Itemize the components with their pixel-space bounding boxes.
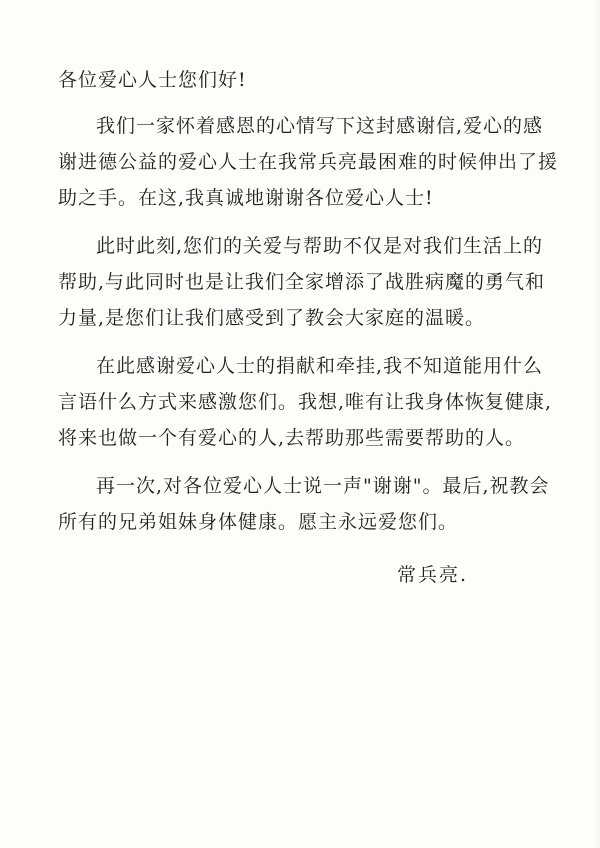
letter-paragraph-4: 再一次,对各位爱心人士说一声"谢谢"。最后,祝教会所有的兄弟姐妹身体健康。愿主永远爱您们。 xyxy=(58,475,550,533)
letter-body xyxy=(58,62,558,552)
page-edge-shadow xyxy=(594,0,600,848)
letter-greeting: 各位爱心人士您们好! xyxy=(58,69,247,91)
letter-signature: 常兵亮. xyxy=(397,564,469,586)
letter-paragraph-1: 我们一家怀着感恩的心情写下这封感谢信,爱心的感谢进德公益的爱心人士在我常兵亮最困难的时候伸出了援助之手。在这,我真诚地谢谢各位爱心人士! xyxy=(58,115,559,209)
letter-paragraph-2: 此时此刻,您们的关爱与帮助不仅是对我们生活上的帮助,与此同时也是让我们全家增添了战胜病魔的勇气和力量,是您们让我们感受到了教会大家庭的温暖。 xyxy=(58,235,546,329)
letter-paragraph-3: 在此感谢爱心人士的捐献和牵挂,我不知道能用什么言语什么方式来感激您们。我想,唯有让我身体恢复健康,将来也做一个有爱心的人,去帮助那些需要帮助的人。 xyxy=(58,355,553,449)
